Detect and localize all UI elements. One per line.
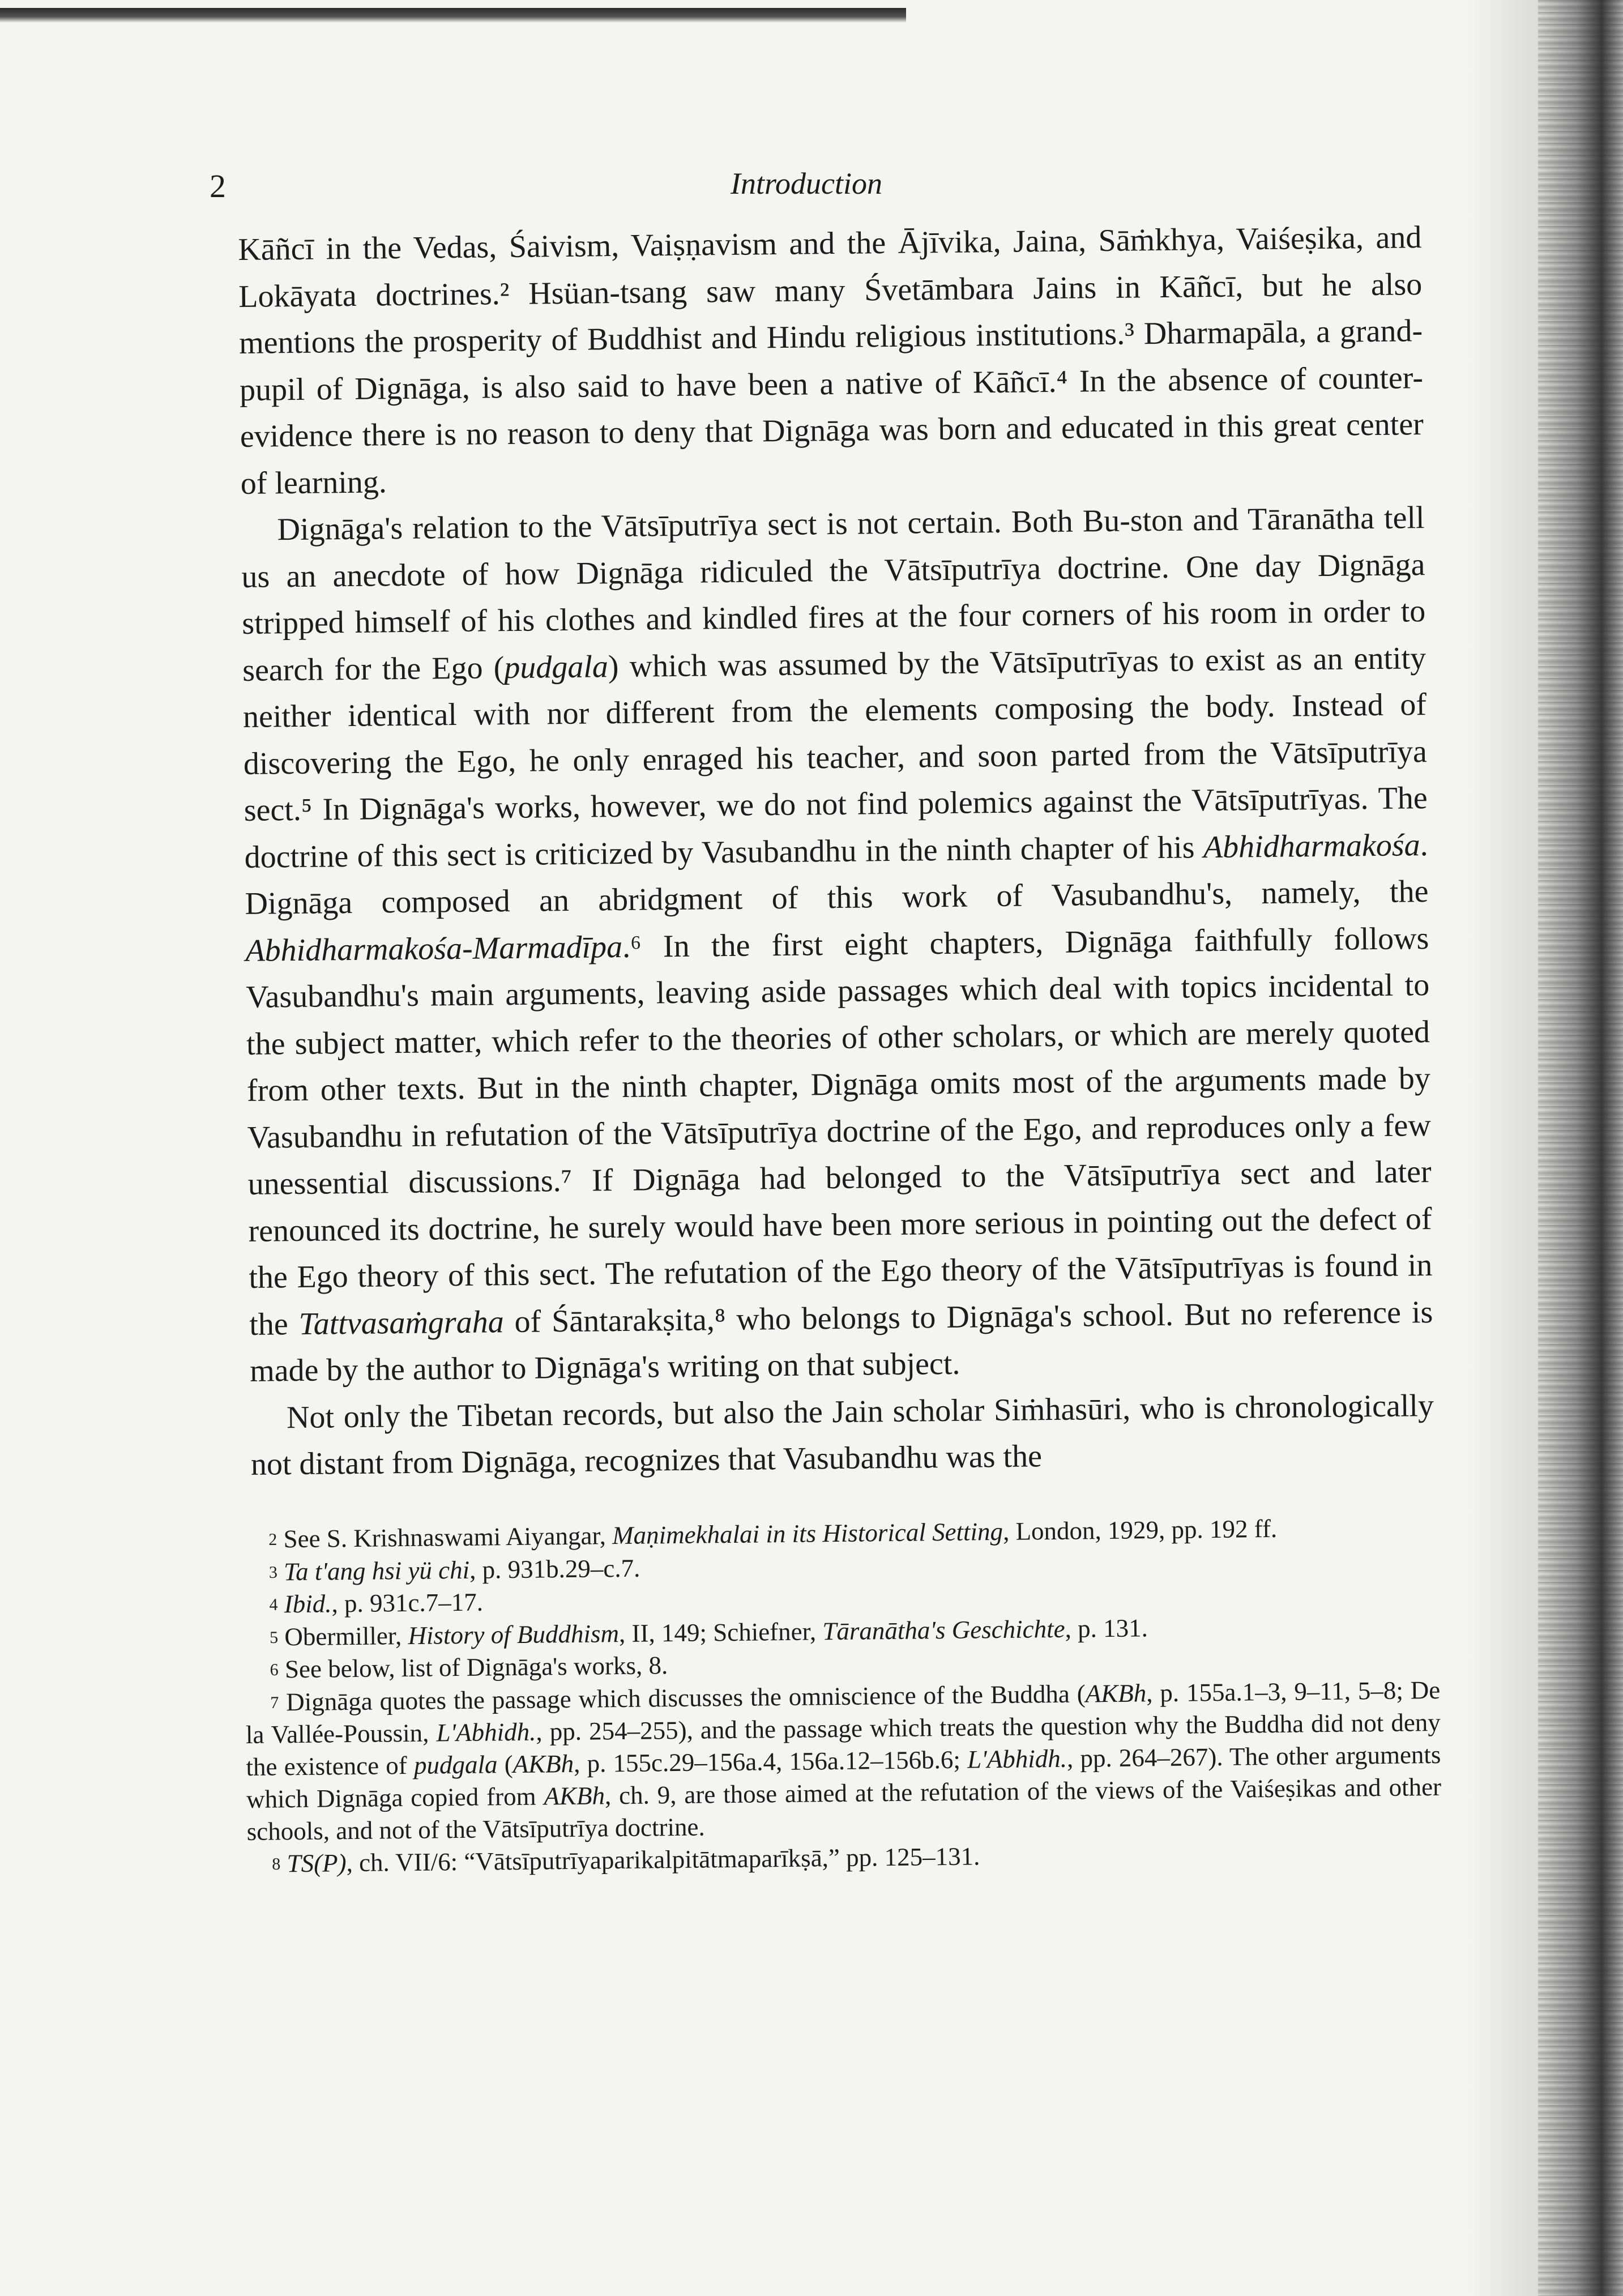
footnote-number: 3 [268, 1563, 278, 1582]
scan-gutter-shade [1464, 0, 1538, 2296]
title-abhidharmakosa: Abhidharmakośa [1203, 827, 1420, 865]
paragraph-2: Dignāga's relation to the Vātsīputrīya sect is not certain. Both Bu-ston and Tāranātha tell us an anecdote of how Dignāga ridiculed the Vātsīputrīya doctrine. One day Dignāga stripped himself of his clothes and kindled fires at the four corners of his room in order to search for the Ego (pudgala) which was assumed by the Vātsīputrīyas to exist as an entity neither identical with nor different from the elements composing the body. Instead of discovering the Ego, he only enraged his teacher, and soon parted from the Vātsīputrīya sect.⁵ In Dignāga's works, however, we do not find polemics against the Vātsīputrīyas. The doctrine of this sect is criticized by Vasubandhu in the ninth chapter of his Abhidharmakośa. Dignāga composed an abridgment of this work of Vasubandhu's, namely, the Abhidharmakośa-Marmadīpa.⁶ In the first eight chapters, Dignāga faithfully follows Vasubandhu's main arguments, leaving aside passages which deal with topics incidental to the subject matter, which refer to the theories of other scholars, or which are merely quoted from other texts. But in the ninth chapter, Dignāga omits most of the arguments made by Vasubandhu in refutation of the Vātsīputrīya doctrine of the Ego, and reproduces only a few unessential discussions.⁷ If Dignāga had belonged to the Vātsīputrīya sect and later renounced its doctrine, he surely would have been more serious in pointing out the defect of the Ego theory of this sect. The refutation of the Ego theory of the Vātsīputrīyas is found in the Tattvasaṁgraha of Śāntarakṣita,⁸ who belongs to Dignāga's school. But no reference is made by the author to Dignāga's writing on that subject. [241, 500, 1433, 1389]
footnotes [244, 1511, 1442, 1881]
footnote-number: 8 [272, 1854, 281, 1874]
footnote-3: 3 Ta t'ang hsi yü chi, p. 931b.29–c.7. [268, 1554, 640, 1586]
footnote-7: 7 Dignāga quotes the passage which discusses the omniscience of the Buddha (AKBh, p. 155a.1–3, 9–11, 5–8; De la Vallée-Poussin, L'Abhidh., pp. 254–255), and the passage which treats the question why the Buddha did not deny the existence of pudgala (AKBh, p. 155c.29–156a.4, 156a.12–156b.6; L'Abhidh., pp. 264–267). The other arguments which Dignāga copied from AKBh, ch. 9, are those aimed at the refutation of the views of the Vaiśeṣikas and other schools, and not of the Vātsīputrīya doctrine. [245, 1675, 1442, 1846]
title-tattvasamgraha: Tattvasaṁgraha [298, 1304, 504, 1342]
footnote-8: 8 TS(P), ch. VII/6: “Vātsīputrīyaparikalpitātmaparīkṣā,” pp. 125–131. [272, 1842, 980, 1878]
scan-top-edge-shadow [0, 8, 906, 23]
running-head: Introduction [731, 167, 882, 200]
title-marmadipa: Abhidharmakośa-Marmadīpa [245, 929, 623, 968]
scan-right-edge-shadow [1538, 0, 1623, 2296]
footnote-4: 4 Ibid., p. 931c.7–17. [269, 1587, 484, 1619]
footnote-number: 5 [269, 1628, 279, 1647]
footnote-6: 6 See below, list of Dignāga's works, 8. [270, 1651, 668, 1684]
body-text [238, 214, 1434, 1488]
footnote-number: 4 [269, 1595, 278, 1615]
footnote-number: 2 [268, 1530, 277, 1550]
footnote-number: 7 [270, 1693, 279, 1712]
page-number: 2 [210, 168, 226, 204]
footnote-2: 2 See S. Krishnaswami Aiyangar, Maṇimekhalai in its Historical Setting, London, 1929, pp. 192 ff. [268, 1514, 1278, 1554]
term-pudgala: pudgala [503, 648, 609, 685]
footnote-number: 6 [270, 1660, 279, 1680]
paragraph-3: Not only the Tibetan records, but also the Jain scholar Siṁhasūri, who is chronologically not distant from Dignāga, recognizes that Vasubandhu was the [250, 1388, 1434, 1482]
page-header [210, 167, 1438, 212]
footnote-5: 5 Obermiller, History of Buddhism, II, 149; Schiefner, Tāranātha's Geschichte, p. 131. [269, 1613, 1148, 1651]
paragraph-1: Kāñcī in the Vedas, Śaivism, Vaiṣṇavism and the Ājīvika, Jaina, Sāṁkhya, Vaiśeṣika, and Lokāyata doctrines.² Hsüan-tsang saw many Śvetāmbara Jains in Kāñcī, but he also mentions the prosperity of Buddhist and Hindu religious institutions.³ Dharmapāla, a grand-pupil of Dignāga, is also said to have been a native of Kāñcī.⁴ In the absence of counter-evidence there is no reason to deny that Dignāga was born and educated in this great center of learning. [238, 220, 1424, 501]
